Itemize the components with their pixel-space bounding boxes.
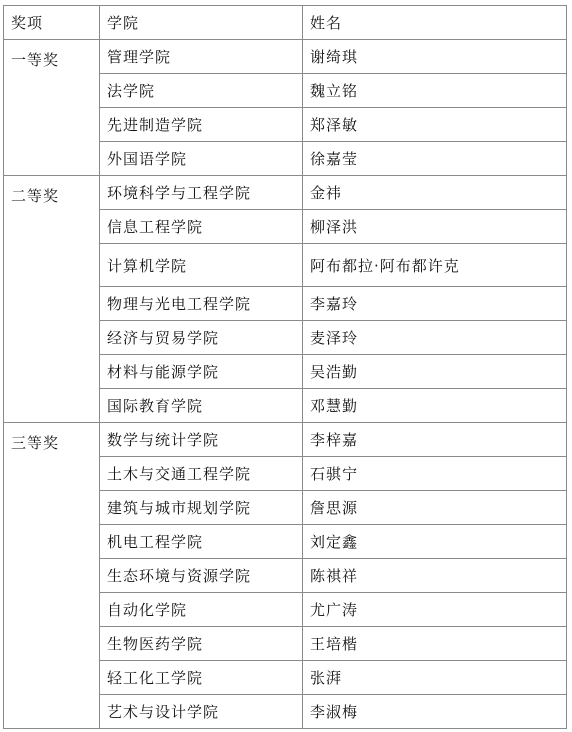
winner-name-cell: 邓慧勤 [303, 389, 567, 423]
table-row [4, 423, 567, 457]
header-row [4, 6, 567, 40]
header-award: 奖项 [4, 6, 100, 40]
winner-name-cell: 阿布都拉·阿布都许克 [303, 244, 567, 287]
college-cell: 计算机学院 [100, 244, 303, 287]
college-cell: 先进制造学院 [100, 108, 303, 142]
college-cell: 轻工化工学院 [100, 661, 303, 695]
winner-name-cell: 詹思源 [303, 491, 567, 525]
college-cell: 管理学院 [100, 40, 303, 74]
college-cell: 机电工程学院 [100, 525, 303, 559]
winner-name-cell: 陈祺祥 [303, 559, 567, 593]
college-cell: 信息工程学院 [100, 210, 303, 244]
college-cell: 法学院 [100, 74, 303, 108]
winner-name-cell: 柳泽洪 [303, 210, 567, 244]
award-winners-table [3, 5, 567, 729]
table-row [4, 40, 567, 74]
college-cell: 外国语学院 [100, 142, 303, 176]
winner-name-cell: 魏立铭 [303, 74, 567, 108]
winner-name-cell: 李淑梅 [303, 695, 567, 729]
award-level-first: 一等奖 [4, 40, 100, 176]
college-cell: 土木与交通工程学院 [100, 457, 303, 491]
winner-name-cell: 刘定鑫 [303, 525, 567, 559]
award-level-second: 二等奖 [4, 176, 100, 423]
winner-name-cell: 麦泽玲 [303, 321, 567, 355]
college-cell: 生态环境与资源学院 [100, 559, 303, 593]
winner-name-cell: 石骐宁 [303, 457, 567, 491]
winner-name-cell: 王培楷 [303, 627, 567, 661]
header-name: 姓名 [303, 6, 567, 40]
winner-name-cell: 尤广涛 [303, 593, 567, 627]
winner-name-cell: 李嘉玲 [303, 287, 567, 321]
college-cell: 经济与贸易学院 [100, 321, 303, 355]
winner-name-cell: 谢绮琪 [303, 40, 567, 74]
winner-name-cell: 李梓嘉 [303, 423, 567, 457]
winner-name-cell: 金祎 [303, 176, 567, 210]
award-level-third: 三等奖 [4, 423, 100, 729]
college-cell: 环境科学与工程学院 [100, 176, 303, 210]
table-row [4, 176, 567, 210]
winner-name-cell: 张湃 [303, 661, 567, 695]
college-cell: 数学与统计学院 [100, 423, 303, 457]
header-college: 学院 [100, 6, 303, 40]
college-cell: 艺术与设计学院 [100, 695, 303, 729]
college-cell: 生物医药学院 [100, 627, 303, 661]
college-cell: 建筑与城市规划学院 [100, 491, 303, 525]
college-cell: 国际教育学院 [100, 389, 303, 423]
college-cell: 自动化学院 [100, 593, 303, 627]
table-header [4, 6, 567, 40]
table-body [4, 40, 567, 729]
winner-name-cell: 徐嘉莹 [303, 142, 567, 176]
winner-name-cell: 吴浩勤 [303, 355, 567, 389]
winner-name-cell: 郑泽敏 [303, 108, 567, 142]
college-cell: 物理与光电工程学院 [100, 287, 303, 321]
college-cell: 材料与能源学院 [100, 355, 303, 389]
